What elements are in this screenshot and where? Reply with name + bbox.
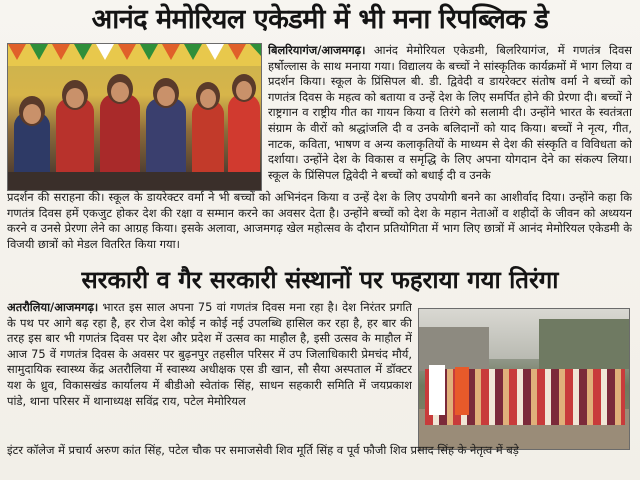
- students-performing-photo: [7, 43, 262, 191]
- stage-floor: [8, 172, 261, 190]
- student-face: [200, 89, 216, 108]
- article-tricolor-text: भारत इस साल अपना 75 वां गणतंत्र दिवस मना रहा है। देश निरंतर प्रगति के पथ पर आगे बढ़ रहा है, हर रोज देश कोई न कोई नई उपलब्धि हासिल कर रहा है, हर बार की तरह इस बार भी गणतंत्र दिवस पर देश और प्रदेश में उत्सव का माहौल है, इसी उत्सव के माहौल में आज 75 वें गणतंत्र दिवस के अवसर पर बुढ़नपुर तहसील परिसर में उप जिलाधिकारी प्रेमचंद मौर्य, सामुदायिक स्वास्थ्य केंद्र अतरौलिया में स्वास्थ्य अधीक्षक एस डी खान, सौ सैया अस्पताल में डॉक्टर यश के ध्रुव, विकासखंड कार्यालय में बीडीओ स्वेतांक सिंह, साधन सहकारी समिति में जयप्रकाश पांडे, थाना परिसर में थानाध्यक्ष सविंद्र राय, पटेल मेमोरियल: [7, 300, 412, 408]
- students-rally-photo: [418, 308, 630, 450]
- dateline-academy: बिलरियागंज/आजमगढ़।: [268, 43, 366, 57]
- article-tricolor-continued: इंटर कॉलेज में प्रचार्य अरुण कांत सिंह, पटेल चौक पर समाजसेवी शिव मूर्ति सिंह व पूर्व फौजी शिव प्रसाद सिंह के नेतृत्व में बड़े: [7, 443, 519, 457]
- person-figure: [429, 365, 445, 415]
- headline-tricolor: सरकारी व गैर सरकारी संस्थानों पर फहराया गया तिरंगा: [81, 266, 559, 294]
- student-face: [157, 86, 175, 106]
- student-face: [23, 104, 41, 124]
- article-academy-continued: प्रदर्शन की सराहना की। स्कूल के डायरेक्टर वर्मा ने भी बच्चों को अभिनंदन किया व उन्हें देश के लिए उपयोगी बनने का आशीर्वाद दिया। उन्होंने कहा कि गणतंत्र दिवस हमें एकजुट होकर देश की रक्षा व सम्मान करने का अवसर देता है। उन्होंने बच्चों को देश के महान नेताओं व शहीदों के जीवन को अध्ययन करने व उनसे प्रेरणा लेने का आग्रह किया। इसके अलावा, आजमगढ़ खेल महोत्सव के दौरान प्रतियोगिता में भाग लिए छात्रों में आनंद मेमोरियल एकेडमी के विजयी छात्रों को मेडल वितरित किया गया।: [7, 190, 632, 251]
- student-face: [236, 81, 252, 100]
- article-academy-column: [268, 43, 632, 193]
- trees: [539, 319, 629, 369]
- dateline-tricolor: अतरौलिया/आजमगढ़।: [7, 300, 99, 314]
- article-tricolor-column: [7, 300, 412, 442]
- bunting-decoration: [8, 44, 261, 66]
- student-face: [66, 88, 84, 108]
- article-academy-text: आनंद मेमोरियल एकेडमी, बिलरियागंज, में गणतंत्र दिवस हर्षोल्लास के साथ मनाया गया। विद्यालय के बच्चों ने सांस्कृतिक कार्यक्रमों में भाग लिया व प्रदर्शन किया। स्कूल के प्रिंसिपल बी. डी. द्विवेदी व डायरेक्टर संतोष वर्मा ने बच्चों को गणतंत्र दिवस के महत्व को बताया व उन्हें देश के लिए समर्पित होने की प्रेरणा दी। बच्चों ने राष्ट्रगान व राष्ट्रीय गीत का गायन किया व तिरंगे को सलामी दी। उन्होंने भारत के स्वतंत्रता संग्राम के वीरों को श्रद्धांजलि दी व उनके बलिदानों को याद किया। बच्चों ने नृत्य, गीत, नाटक, कविता, भाषण व अन्य कलाकृतियों के माध्यम से देश की संस्कृति व विविधता को दर्शाया। उन्होंने देश के विकास व समृद्धि के लिए अपना योगदान देने का संकल्प लिया। स्कूल के प्रिंसिपल द्विवेदी ने बच्चों को बधाई दी व उनके: [268, 43, 632, 182]
- headline-academy: आनंद मेमोरियल एकेडमी में भी मना रिपब्लिक डे: [91, 4, 549, 35]
- student-face: [111, 82, 129, 102]
- person-figure: [455, 367, 469, 415]
